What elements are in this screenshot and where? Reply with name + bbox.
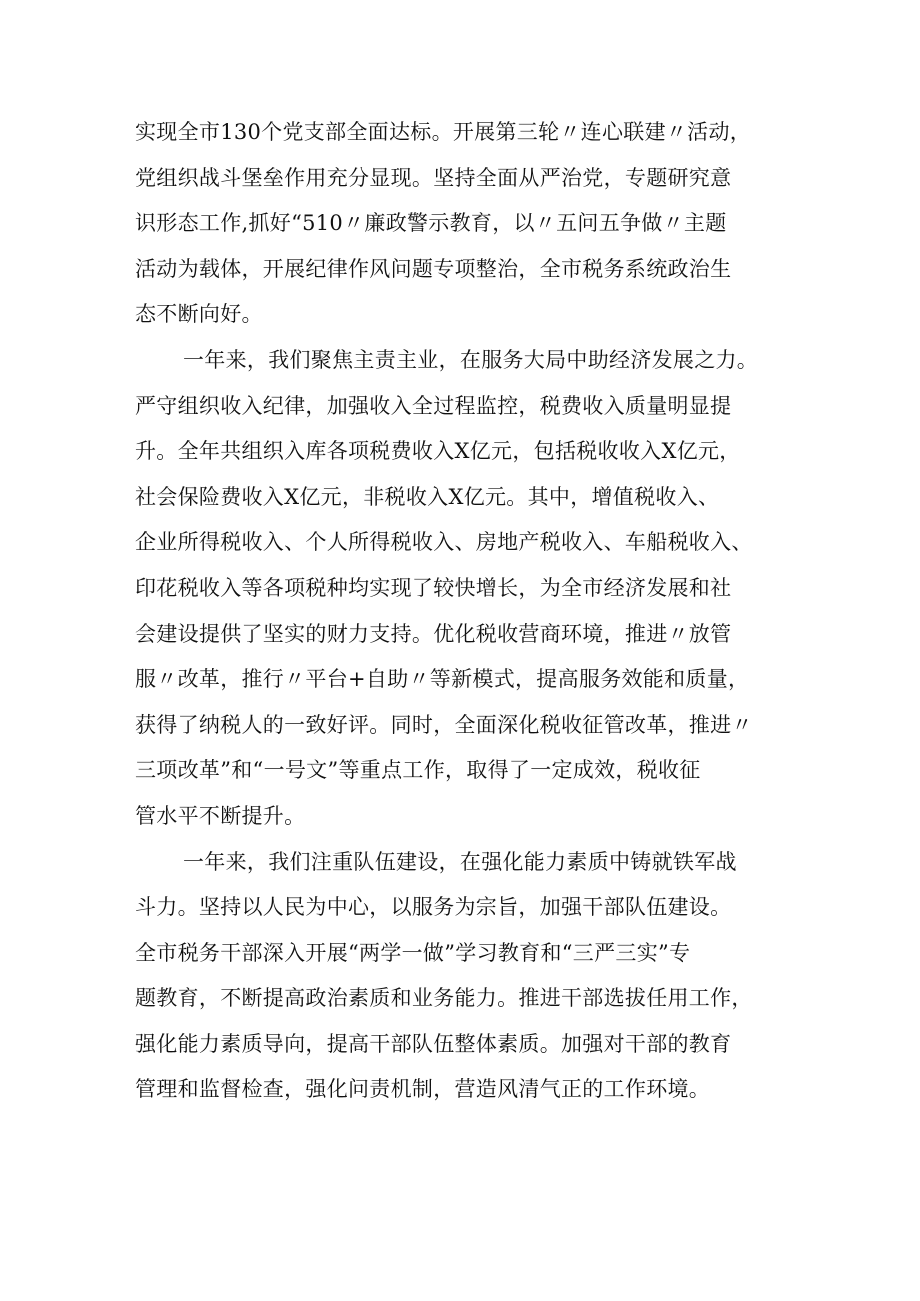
- text-line: 社会保险费收入X亿元，非税收入X亿元。其中，增值税收入、: [135, 484, 720, 509]
- document-body: [135, 110, 790, 1113]
- text-line: 斗力。坚持以人民为中心，以服务为宗旨，加强干部队伍建设。: [135, 895, 732, 920]
- paragraph-revenue: [135, 338, 790, 840]
- text-line: 强化能力素质导向，提高干部队伍整体素质。加强对干部的教育: [135, 1031, 732, 1056]
- text-line: 一年来，我们注重队伍建设，在强化能力素质中铸就铁军战: [183, 849, 737, 874]
- text-line: 党组织战斗堡垒作用充分显现。坚持全面从严治党，专题研究意: [135, 165, 732, 190]
- text-line: 活动为载体，开展纪律作风问题专项整治，全市税务系统政治生: [135, 256, 732, 281]
- text-line: 一年来，我们聚焦主责主业，在服务大局中助经济发展之力。: [183, 347, 759, 372]
- text-line: 严守组织收入纪律，加强收入全过程监控，税费收入质量明显提: [135, 393, 732, 418]
- text-line: 会建设提供了坚实的财力支持。优化税收营商环境，推进〃放管: [135, 621, 732, 646]
- text-line: 企业所得税收入、个人所得税收入、房地产税收入、车船税收入、: [135, 530, 753, 555]
- text-line: 态不断向好。: [135, 302, 263, 327]
- text-line: 服〃改革，推行〃平台+自助〃等新模式，提高服务效能和质量，: [135, 667, 750, 692]
- text-line: 管理和监督检查，强化问责机制，营造风清气正的工作环境。: [135, 1077, 711, 1102]
- text-line: 印花税收入等各项税种均实现了较快增长，为全市经济发展和社: [135, 575, 732, 600]
- paragraph-party-building: [135, 110, 790, 338]
- paragraph-team-building: [135, 840, 790, 1114]
- text-line: 获得了纳税人的一致好评。同时，全面深化税收征管改革，推进〃: [135, 712, 753, 737]
- text-line: 三项改革”和“一号文”等重点工作，取得了一定成效，税收征: [135, 758, 701, 783]
- text-line: 管水平不断提升。: [135, 803, 306, 828]
- text-line: 题教育，不断提高政治素质和业务能力。推进干部选拔任用工作，: [135, 986, 753, 1011]
- text-line: 识形态工作,抓好“510〃廉政警示教育，以〃五问五争做〃主题: [135, 211, 727, 236]
- text-line: 升。全年共组织入库各项税费收入X亿元，包括税收收入X亿元，: [135, 439, 741, 464]
- text-line: 全市税务干部深入开展“两学一做”学习教育和“三严三实”专: [135, 940, 691, 965]
- text-line: 实现全市130个党支部全面达标。开展第三轮〃连心联建〃活动，: [135, 120, 752, 144]
